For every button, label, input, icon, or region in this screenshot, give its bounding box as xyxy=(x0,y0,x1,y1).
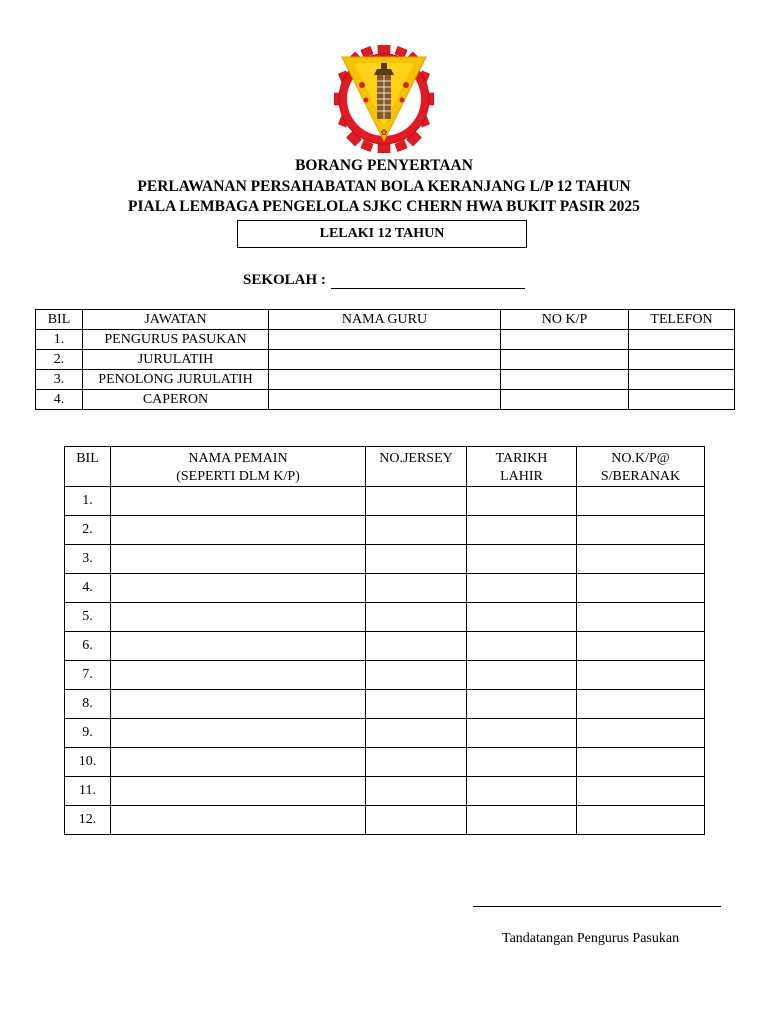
player-jersey-cell[interactable] xyxy=(366,545,467,574)
staff-jawatan: PENGURUS PASUKAN xyxy=(83,330,269,350)
player-dob-cell[interactable] xyxy=(467,487,577,516)
player-name-cell[interactable] xyxy=(111,574,366,603)
header-nama-line1: NAMA PEMAIN xyxy=(188,451,288,466)
staff-telefon-cell[interactable] xyxy=(629,390,735,410)
player-row xyxy=(65,690,705,719)
player-kp-cell[interactable] xyxy=(577,806,705,835)
player-bil: 8. xyxy=(65,690,111,719)
player-row xyxy=(65,603,705,632)
staff-no-kp-cell[interactable] xyxy=(501,390,629,410)
staff-row xyxy=(36,390,735,410)
player-jersey-cell[interactable] xyxy=(366,806,467,835)
player-dob-cell[interactable] xyxy=(467,690,577,719)
header-no-kp: NO K/P xyxy=(501,310,629,330)
staff-telefon-cell[interactable] xyxy=(629,370,735,390)
event-title: PERLAWANAN PERSAHABATAN BOLA KERANJANG L/P 12 TAHUN xyxy=(137,178,631,195)
player-name-cell[interactable] xyxy=(111,719,366,748)
signature-line[interactable] xyxy=(473,906,721,907)
staff-nama-guru-cell[interactable] xyxy=(269,370,501,390)
player-bil: 10. xyxy=(65,748,111,777)
staff-nama-guru-cell[interactable] xyxy=(269,350,501,370)
staff-no-kp-cell[interactable] xyxy=(501,330,629,350)
player-bil: 6. xyxy=(65,632,111,661)
staff-nama-guru-cell[interactable] xyxy=(269,330,501,350)
signature-label: Tandatangan Pengurus Pasukan xyxy=(502,931,680,946)
header-nama-line2: (SEPERTI DLM K/P) xyxy=(176,469,300,484)
player-row xyxy=(65,719,705,748)
player-name-cell[interactable] xyxy=(111,487,366,516)
header-nama-guru: NAMA GURU xyxy=(269,310,501,330)
staff-nama-guru-cell[interactable] xyxy=(269,390,501,410)
staff-no-kp-cell[interactable] xyxy=(501,370,629,390)
svg-text:✿: ✿ xyxy=(380,128,388,137)
header-nokp-line1: NO.K/P@ xyxy=(611,451,670,466)
player-name-cell[interactable] xyxy=(111,661,366,690)
header-bil xyxy=(65,447,111,487)
player-row xyxy=(65,777,705,806)
school-field xyxy=(243,272,525,289)
player-bil: 4. xyxy=(65,574,111,603)
player-name-cell[interactable] xyxy=(111,632,366,661)
player-dob-cell[interactable] xyxy=(467,574,577,603)
player-jersey-cell[interactable] xyxy=(366,777,467,806)
staff-table xyxy=(35,309,735,410)
player-name-cell[interactable] xyxy=(111,806,366,835)
header-no-kp xyxy=(577,447,705,487)
player-row xyxy=(65,748,705,777)
player-name-cell[interactable] xyxy=(111,516,366,545)
player-kp-cell[interactable] xyxy=(577,748,705,777)
staff-jawatan: JURULATIH xyxy=(83,350,269,370)
staff-no-kp-cell[interactable] xyxy=(501,350,629,370)
player-table xyxy=(64,446,705,835)
player-kp-cell[interactable] xyxy=(577,574,705,603)
header-telefon: TELEFON xyxy=(629,310,735,330)
header-bil-label: BIL xyxy=(76,451,99,466)
player-row xyxy=(65,545,705,574)
player-kp-cell[interactable] xyxy=(577,690,705,719)
player-dob-cell[interactable] xyxy=(467,603,577,632)
player-dob-cell[interactable] xyxy=(467,806,577,835)
player-jersey-cell[interactable] xyxy=(366,748,467,777)
school-label: SEKOLAH : xyxy=(243,272,326,288)
player-jersey-cell[interactable] xyxy=(366,603,467,632)
player-jersey-cell[interactable] xyxy=(366,661,467,690)
player-row xyxy=(65,516,705,545)
header-jersey-label: NO.JERSEY xyxy=(379,451,453,466)
header-tarikh-line2: LAHIR xyxy=(500,469,543,484)
player-kp-cell[interactable] xyxy=(577,632,705,661)
player-bil: 11. xyxy=(65,777,111,806)
staff-bil: 1. xyxy=(36,330,83,350)
player-jersey-cell[interactable] xyxy=(366,516,467,545)
header-bil: BIL xyxy=(36,310,83,330)
player-bil: 2. xyxy=(65,516,111,545)
header-nokp-line2: S/BERANAK xyxy=(600,469,681,484)
player-name-cell[interactable] xyxy=(111,603,366,632)
player-name-cell[interactable] xyxy=(111,777,366,806)
player-dob-cell[interactable] xyxy=(467,777,577,806)
player-bil: 1. xyxy=(65,487,111,516)
player-dob-cell[interactable] xyxy=(467,748,577,777)
staff-bil: 2. xyxy=(36,350,83,370)
player-name-cell[interactable] xyxy=(111,545,366,574)
header-tarikh-line1: TARIKH xyxy=(495,451,548,466)
player-row xyxy=(65,487,705,516)
staff-telefon-cell[interactable] xyxy=(629,330,735,350)
header-tarikh-lahir xyxy=(467,447,577,487)
player-kp-cell[interactable] xyxy=(577,487,705,516)
school-crest-logo xyxy=(334,45,434,153)
player-row xyxy=(65,661,705,690)
player-dob-cell[interactable] xyxy=(467,632,577,661)
player-dob-cell[interactable] xyxy=(467,545,577,574)
category-box xyxy=(237,220,527,248)
player-jersey-cell[interactable] xyxy=(366,632,467,661)
school-input-line[interactable] xyxy=(331,274,525,289)
player-kp-cell[interactable] xyxy=(577,603,705,632)
player-kp-cell[interactable] xyxy=(577,516,705,545)
staff-row xyxy=(36,350,735,370)
player-dob-cell[interactable] xyxy=(467,516,577,545)
player-bil: 3. xyxy=(65,545,111,574)
staff-jawatan: CAPERON xyxy=(83,390,269,410)
player-jersey-cell[interactable] xyxy=(366,719,467,748)
player-kp-cell[interactable] xyxy=(577,777,705,806)
player-kp-cell[interactable] xyxy=(577,661,705,690)
player-name-cell[interactable] xyxy=(111,690,366,719)
staff-table-header xyxy=(36,310,735,330)
staff-row xyxy=(36,370,735,390)
staff-row xyxy=(36,330,735,350)
player-jersey-cell[interactable] xyxy=(366,487,467,516)
player-kp-cell[interactable] xyxy=(577,545,705,574)
player-table-header xyxy=(65,447,705,487)
player-bil: 12. xyxy=(65,806,111,835)
player-dob-cell[interactable] xyxy=(467,661,577,690)
staff-jawatan: PENOLONG JURULATIH xyxy=(83,370,269,390)
form-title: BORANG PENYERTAAN xyxy=(295,157,473,174)
player-name-cell[interactable] xyxy=(111,748,366,777)
player-jersey-cell[interactable] xyxy=(366,690,467,719)
player-jersey-cell[interactable] xyxy=(366,574,467,603)
player-row xyxy=(65,632,705,661)
player-dob-cell[interactable] xyxy=(467,719,577,748)
staff-bil: 4. xyxy=(36,390,83,410)
header-jersey xyxy=(366,447,467,487)
player-bil: 5. xyxy=(65,603,111,632)
header-nama-pemain xyxy=(111,447,366,487)
staff-bil: 3. xyxy=(36,370,83,390)
player-bil: 7. xyxy=(65,661,111,690)
player-row xyxy=(65,574,705,603)
player-row xyxy=(65,806,705,835)
category-label: LELAKI 12 TAHUN xyxy=(319,226,445,241)
header-jawatan: JAWATAN xyxy=(83,310,269,330)
staff-telefon-cell[interactable] xyxy=(629,350,735,370)
trophy-title: PIALA LEMBAGA PENGELOLA SJKC CHERN HWA BUKIT PASIR 2025 xyxy=(128,198,640,215)
player-bil: 9. xyxy=(65,719,111,748)
player-kp-cell[interactable] xyxy=(577,719,705,748)
